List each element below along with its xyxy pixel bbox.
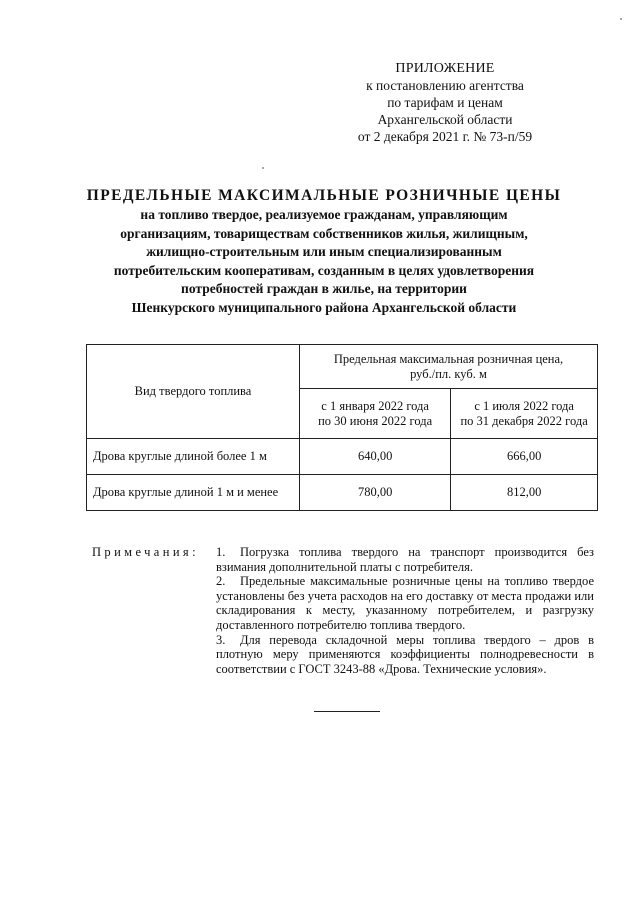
appendix-line: по тарифам и ценам [387,95,503,110]
end-separator-line [314,711,380,712]
notes-label: Примечания: [92,545,199,559]
period-line: по 31 декабря 2022 года [460,413,588,428]
header-fuel-type: Вид твердого топлива [87,345,300,439]
notes-list [216,545,594,676]
table-header-row [87,345,598,389]
appendix-header [330,60,560,145]
document-title [80,186,568,317]
title-line: организациям, товариществам собственников жилья, жилищным, [120,225,528,241]
title-line: потребительским кооперативам, созданным в целях удовлетворения [113,262,535,278]
scan-speck [620,18,622,20]
header-price-line: Предельная максимальная розничная цена, [333,351,564,366]
price-table [86,344,598,511]
appendix-date-number: от 2 декабря 2021 г. № 73-п/59 [357,129,533,144]
note-text: Погрузка топлива твердого на транспорт производится без взимания дополнительной платы с потребителя. [216,545,594,574]
note-text: Для перевода складочной меры топлива твердого – дров в плотную меру применяются коэффициенты полнодревесности в соответствии с ГОСТ 3243-88 «Дрова. Технические условия». [216,632,594,676]
price-cell: 666,00 [451,439,598,475]
note-text: Предельные максимальные розничные цены на топливо твердое установлены без учета расходов на его доставку от места продажи или складирования к месту, указанному потребителем, и разгрузку доставленного потребителю топлива твердого. [216,574,594,632]
header-period-1 [300,389,451,439]
title-main: ПРЕДЕЛЬНЫЕ МАКСИМАЛЬНЫЕ РОЗНИЧНЫЕ ЦЕНЫ [86,187,562,204]
note-number: 1. [216,545,226,559]
table-row [87,439,598,475]
note-number: 2. [216,574,226,589]
title-line: Шенкурского муниципального района Архангельской области [131,299,517,315]
title-line: на топливо твердое, реализуемое гражданам, управляющим [140,207,508,222]
price-cell: 812,00 [451,475,598,511]
fuel-name-cell: Дрова круглые длиной 1 м и менее [87,475,300,511]
fuel-name-cell: Дрова круглые длиной более 1 м [87,439,300,475]
period-line: по 30 июня 2022 года [318,413,433,428]
header-period-2 [451,389,598,439]
header-price [300,345,598,389]
note-item [216,545,594,574]
note-item [216,574,594,632]
period-line: с 1 января 2022 года [321,398,429,413]
appendix-heading: ПРИЛОЖЕНИЕ [395,61,495,76]
scan-speck [262,167,264,169]
period-line: с 1 июля 2022 года [474,398,574,413]
note-number: 3. [216,632,226,647]
table-row [87,475,598,511]
price-cell: 780,00 [300,475,451,511]
title-line: жилищно-строительным или иным специализированным [146,244,502,259]
note-item [216,633,594,677]
header-price-unit: руб./пл. куб. м [410,366,487,381]
price-cell: 640,00 [300,439,451,475]
appendix-line: Архангельской области [377,112,513,127]
title-line: потребностей граждан в жилье, на территории [181,281,467,296]
appendix-line: к постановлению агентства [366,78,524,93]
